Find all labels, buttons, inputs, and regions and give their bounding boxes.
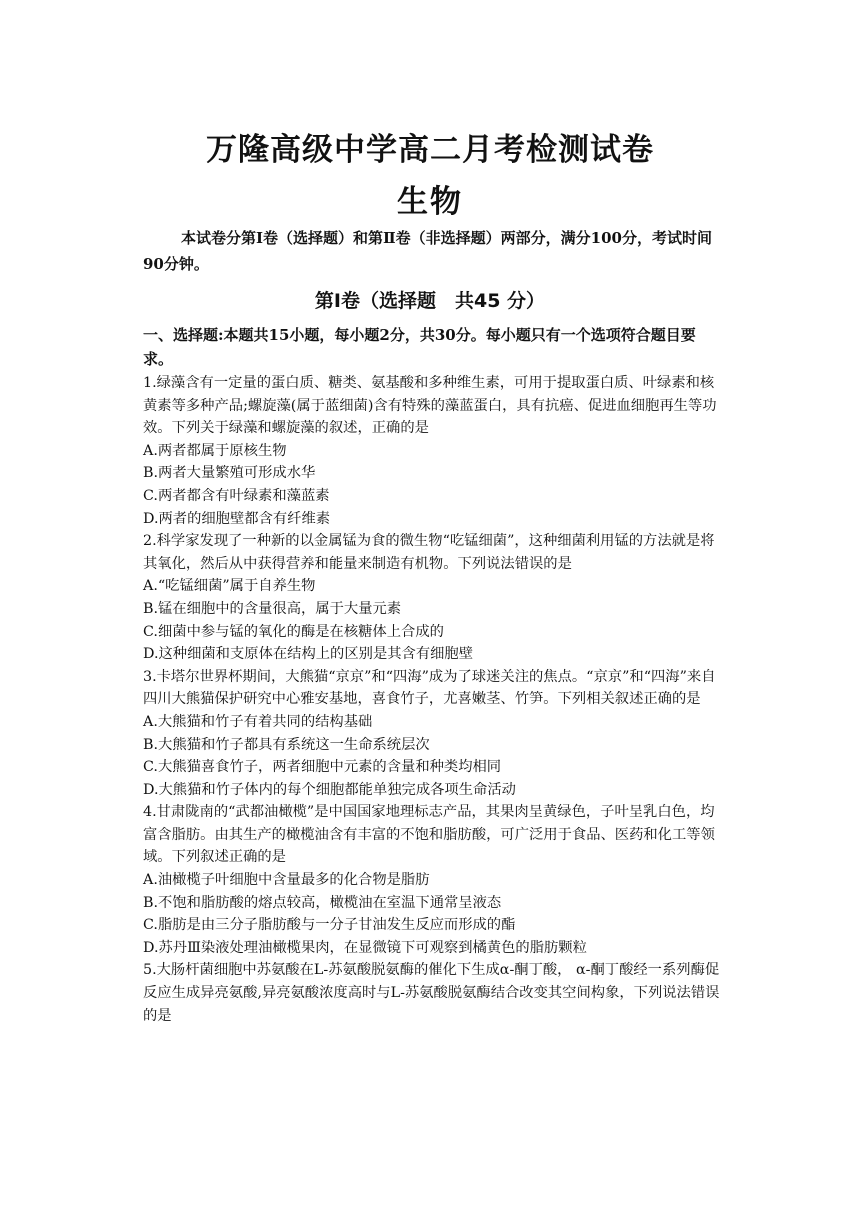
option-d: D.两者的细胞壁都含有纤维素: [143, 510, 331, 527]
question-list: [143, 372, 723, 1027]
option-b: B.锰在细胞中的含量很高，属于大量元素: [143, 600, 402, 617]
question-stem: 1.绿藻含有一定量的蛋白质、糖类、氨基酸和多种维生素，可用于提取蛋白质、叶绿素和核黄素等多种产品;螺旋藻(属于蓝细菌)含有特殊的藻蓝蛋白，具有抗癌、促进血细胞再生等功效。下列关于绿藻和螺旋藻的叙述，正确的是: [143, 375, 717, 437]
option-a: A.两者都属于原核生物: [143, 442, 287, 459]
question-stem: 2.科学家发现了一种新的以金属锰为食的微生物“吃锰细菌”，这种细菌利用锰的方法就是将其氧化，然后从中获得营养和能量来制造有机物。下列说法错误的是: [143, 533, 715, 572]
question-4: [143, 801, 723, 959]
question-5: [143, 959, 723, 1027]
question-3: [143, 666, 723, 802]
option-c: C.两者都含有叶绿素和藻蓝素: [143, 487, 330, 504]
option-a: A.大熊猫和竹子有着共同的结构基础: [143, 713, 373, 730]
section-instruction: [143, 323, 723, 371]
option-c: C.脂肪是由三分子脂肪酸与一分子甘油发生反应而形成的酯: [143, 917, 516, 934]
question-stem: 5.大肠杆菌细胞中苏氨酸在L-苏氨酸脱氨酶的催化下生成α-酮丁酸， α-酮丁酸经一系列酶促反应生成异亮氨酸,异亮氨酸浓度高时与L-苏氨酸脱氨酶结合改变其空间构象，下列说法错误的是: [143, 962, 720, 1024]
instruction-text: 一、选择题:本题共15小题，每小题2分，共30分。每小题只有一个选项符合题目要求。: [143, 326, 696, 368]
option-b: B.大熊猫和竹子都具有系统这一生命系统层次: [143, 736, 430, 753]
option-a: A.“吃锰细菌”属于自养生物: [143, 578, 316, 595]
option-b: B.不饱和脂肪酸的熔点较高，橄榄油在室温下通常呈液态: [143, 894, 502, 911]
question-stem: 4.甘肃陇南的“武都油橄榄”是中国国家地理标志产品，其果肉呈黄绿色，子叶呈乳白色，均富含脂肪。由其生产的橄榄油含有丰富的不饱和脂肪酸，可广泛用于食品、医药和化工等领域。下列叙述正确的是: [143, 804, 715, 866]
section-heading: 第Ⅰ卷（选择题 共45 分）: [314, 290, 546, 312]
option-a: A.油橄榄子叶细胞中含量最多的化合物是脂肪: [143, 872, 430, 889]
option-d: D.大熊猫和竹子体内的每个细胞都能单独完成各项生命活动: [143, 781, 516, 798]
question-stem: 3.卡塔尔世界杯期间，大熊猫“京京”和“四海”成为了球迷关注的焦点。“京京”和“四海”来自四川大熊猫保护研究中心雅安基地，喜食竹子，尤喜嫩茎、竹笋。下列相关叙述正确的是: [143, 668, 716, 708]
intro-paragraph: [143, 225, 723, 277]
option-c: C.细菌中参与锰的氧化的酶是在核糖体上合成的: [143, 623, 444, 640]
option-c: C.大熊猫喜食竹子，两者细胞中元素的含量和种类均相同: [143, 759, 502, 776]
option-d: D.这种细菌和支原体在结构上的区别是其含有细胞壁: [143, 646, 474, 663]
option-d: D.苏丹Ⅲ染液处理油橄榄果肉，在显微镜下可观察到橘黄色的脂肪颗粒: [143, 939, 587, 956]
question-2: [143, 530, 723, 666]
question-1: [143, 372, 723, 530]
intro-text: 本试卷分第Ⅰ卷（选择题）和第Ⅱ卷（非选择题）两部分，满分100分，考试时间90分钟。: [143, 229, 712, 273]
subject-title: 生物: [397, 184, 463, 220]
exam-title: 万隆高级中学高二月考检测试卷: [206, 132, 654, 168]
option-b: B.两者大量繁殖可形成水华: [143, 465, 316, 482]
